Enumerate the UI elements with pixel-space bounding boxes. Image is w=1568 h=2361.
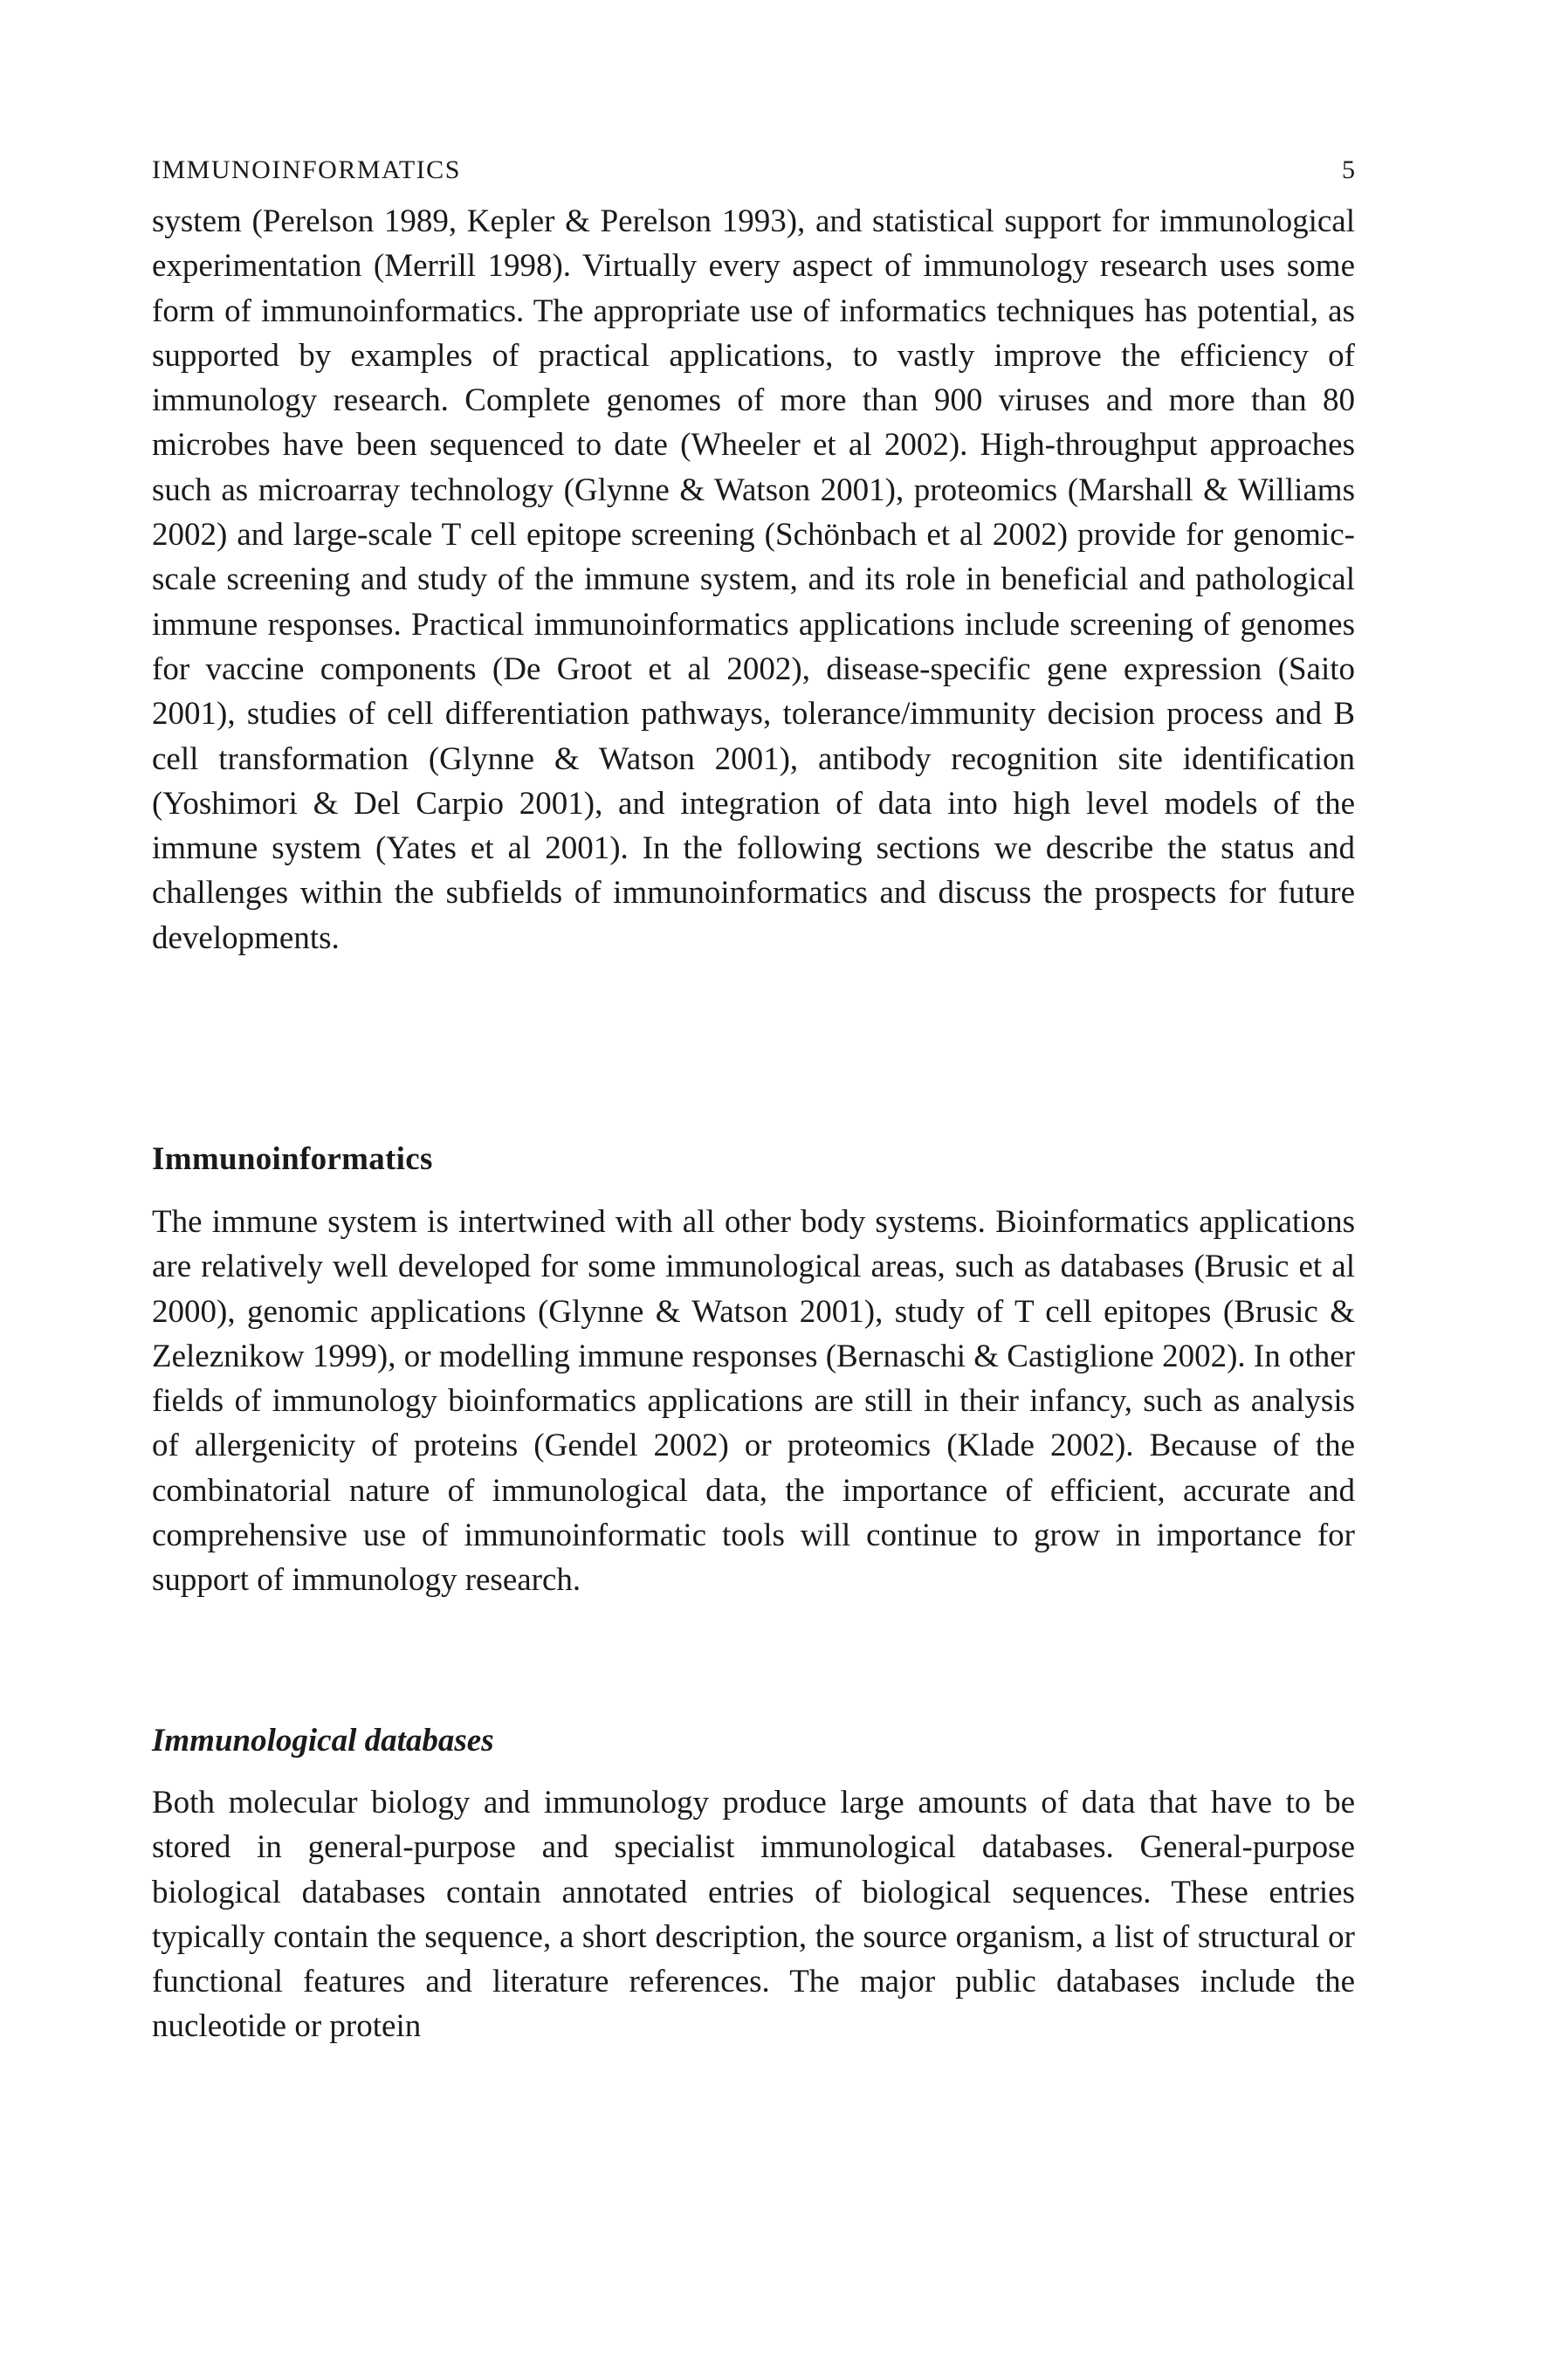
- section-heading: Immunoinformatics: [152, 1141, 433, 1177]
- subsection-paragraph: Both molecular biology and immunology produce large amounts of data that have to be stored in general-purpose and specialist immunological databases. General-purpose biological databases contain annotated entries of biological sequences. These entries typically contain the sequence, a short description, the source organism, a list of structural or functional features and literature references. The major public databases include the nucleotide or protein: [152, 1785, 1355, 2045]
- subsection-heading: Immunological databases: [152, 1723, 494, 1759]
- intro-paragraph: system (Perelson 1989, Kepler & Perelson 1993), and statistical support for immunological experimentation (Merrill 1998). Virtually every aspect of immunology research uses some form of immunoinformatics. The appropriate use of informatics techniques has potential, as supported by examples of practical applications, to vastly improve the efficiency of immunology research. Complete genomes of more than 900 viruses and more than 80 microbes have been sequenced to date (Wheeler et al 2002). High-throughput approaches such as microarray technology (Glynne & Watson 2001), proteomics (Marshall & Williams 2002) and large-scale T cell epitope screening (Schönbach et al 2002) provide for genomic-scale screening and study of the immune system, and its role in beneficial and pathological immune responses. Practical immunoinformatics applications include screening of genomes for vaccine components (De Groot et al 2002), disease-specific gene expression (Saito 2001), studies of cell differentiation pathways, tolerance/immunity decision process and B cell transformation (Glynne & Watson 2001), antibody recognition site identification (Yoshimori & Del Carpio 2001), and integration of data into high level models of the immune system (Yates et al 2001). In the following sections we describe the status and challenges within the subfields of immunoinformatics and discuss the prospects for future developments.: [152, 203, 1355, 956]
- page-number: 5: [1342, 155, 1355, 184]
- running-title: IMMUNOINFORMATICS: [152, 155, 461, 184]
- running-header: [152, 155, 1355, 185]
- section-paragraph: The immune system is intertwined with all other body systems. Bioinformatics applications are relatively well developed for some immunological areas, such as databases (Brusic et al 2000), genomic applications (Glynne & Watson 2001), study of T cell epitopes (Brusic & Zeleznikow 1999), or modelling immune responses (Bernaschi & Castiglione 2002). In other fields of immunology bioinformatics applications are still in their infancy, such as analysis of allergenicity of proteins (Gendel 2002) or proteomics (Klade 2002). Because of the combinatorial nature of immunological data, the importance of efficient, accurate and comprehensive use of immunoinformatic tools will continue to grow in importance for support of immunology research.: [152, 1204, 1355, 1599]
